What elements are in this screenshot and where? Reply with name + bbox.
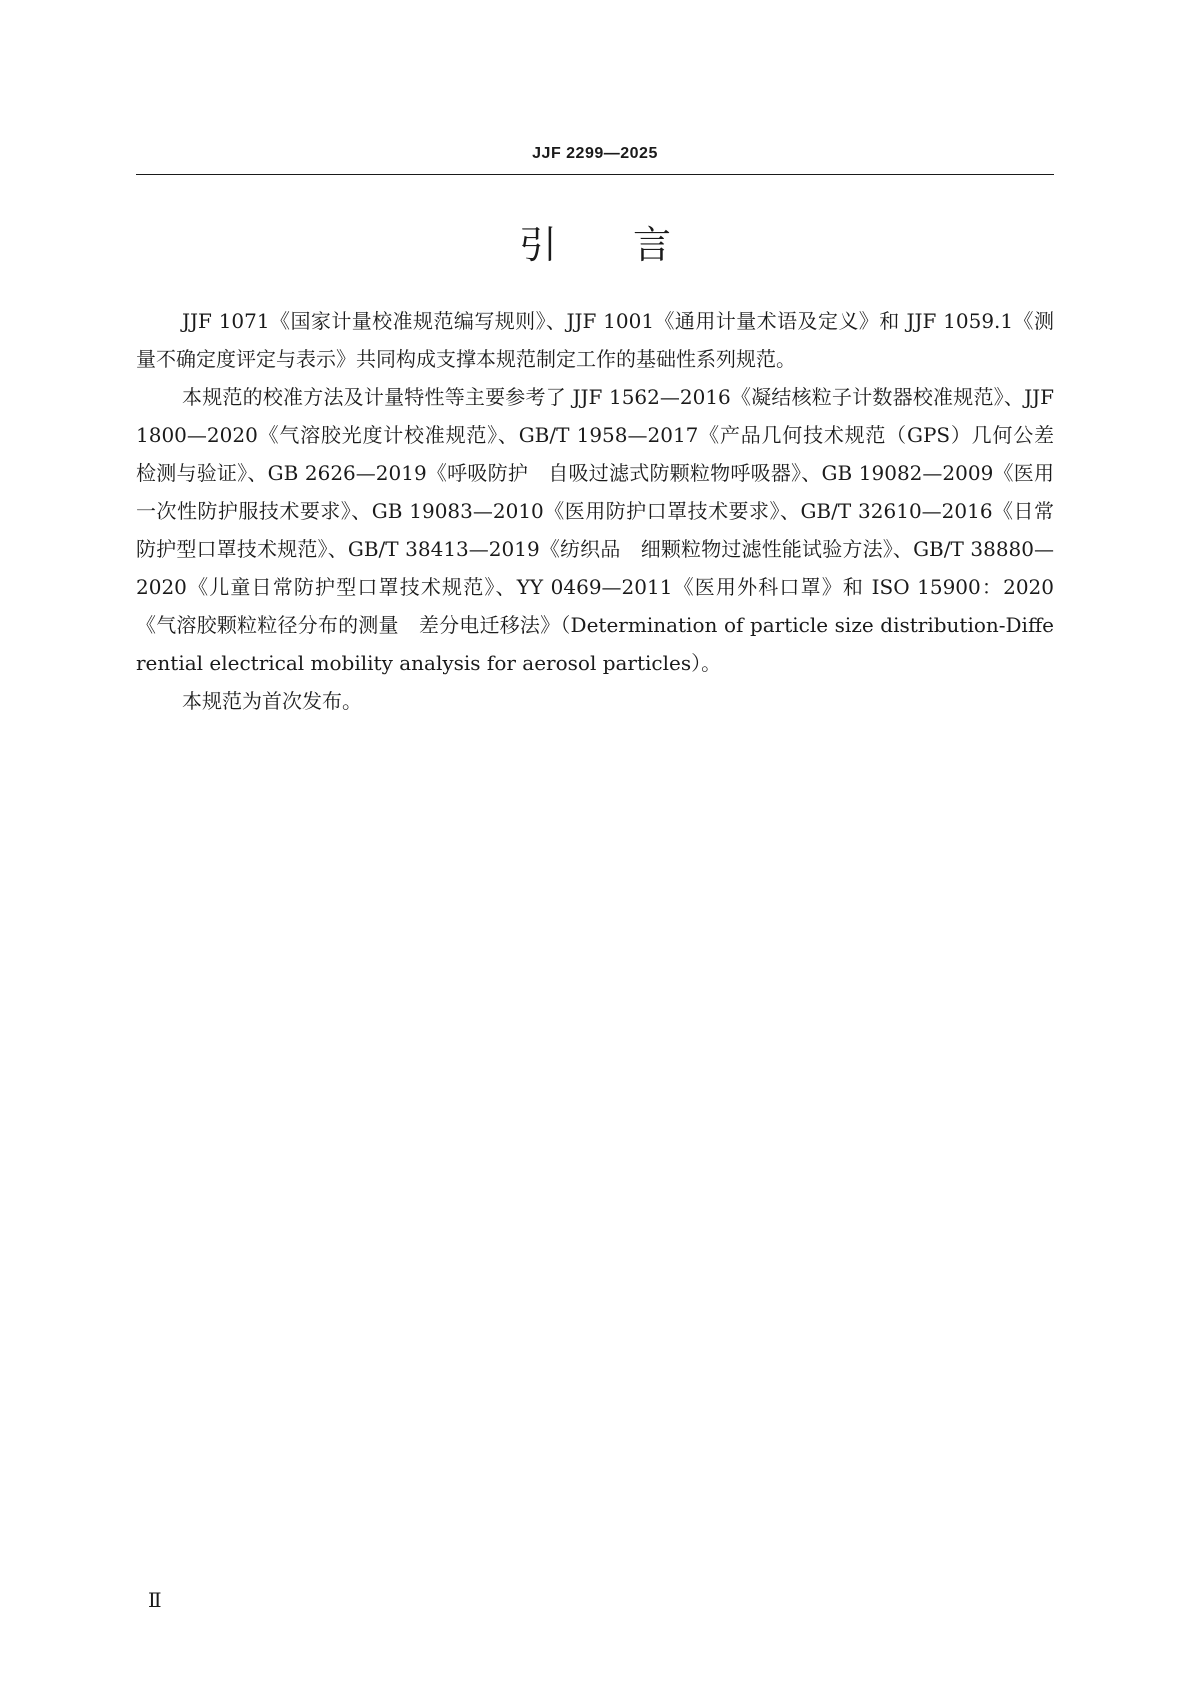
page-title: [136, 220, 1054, 270]
foreword-body: [136, 302, 1074, 720]
page-number: Ⅱ: [148, 1588, 162, 1612]
paragraph-first-release: 本规范为首次发布。: [182, 689, 362, 713]
title-char-2: 言: [633, 223, 672, 267]
page-header-standard-code: JJF 2299—2025: [532, 145, 658, 162]
paragraph-references: 本规范的校准方法及计量特性等主要参考了 JJF 1562—2016《凝结核粒子计数器校准规范》、JJF 1800—2020《气溶胶光度计校准规范》、GB/T 1958—2017《产品几何技术规范（GPS）几何公差 检测与验证》、GB 2626—2019《呼吸防护 自吸过滤式防颗粒物呼吸器》、GB 19082—2009《医用一次性防护服技术要求》、GB 19083—2010《医用防护口罩技术要求》、GB/T 32610—2016《日常防护型口罩技术规范》、GB/T 38413—2019《纺织品 细颗粒物过滤性能试验方法》、GB/T 38880—2020《儿童日常防护型口罩技术规范》、YY 0469—2011《医用外科口罩》和 ISO 15900：2020《气溶胶颗粒粒径分布的测量 差分电迁移法》（Determination of particle size distribution-Differential electrical mobility analysis for aerosol particles）。: [136, 385, 1074, 675]
title-char-1: 引: [518, 223, 557, 267]
paragraph-basis-standards: JJF 1071《国家计量校准规范编写规则》、JJF 1001《通用计量术语及定义》和 JJF 1059.1《测量不确定度评定与表示》共同构成支撑本规范制定工作的基础性系列规范。: [136, 309, 1054, 371]
header-divider: [136, 174, 1054, 175]
